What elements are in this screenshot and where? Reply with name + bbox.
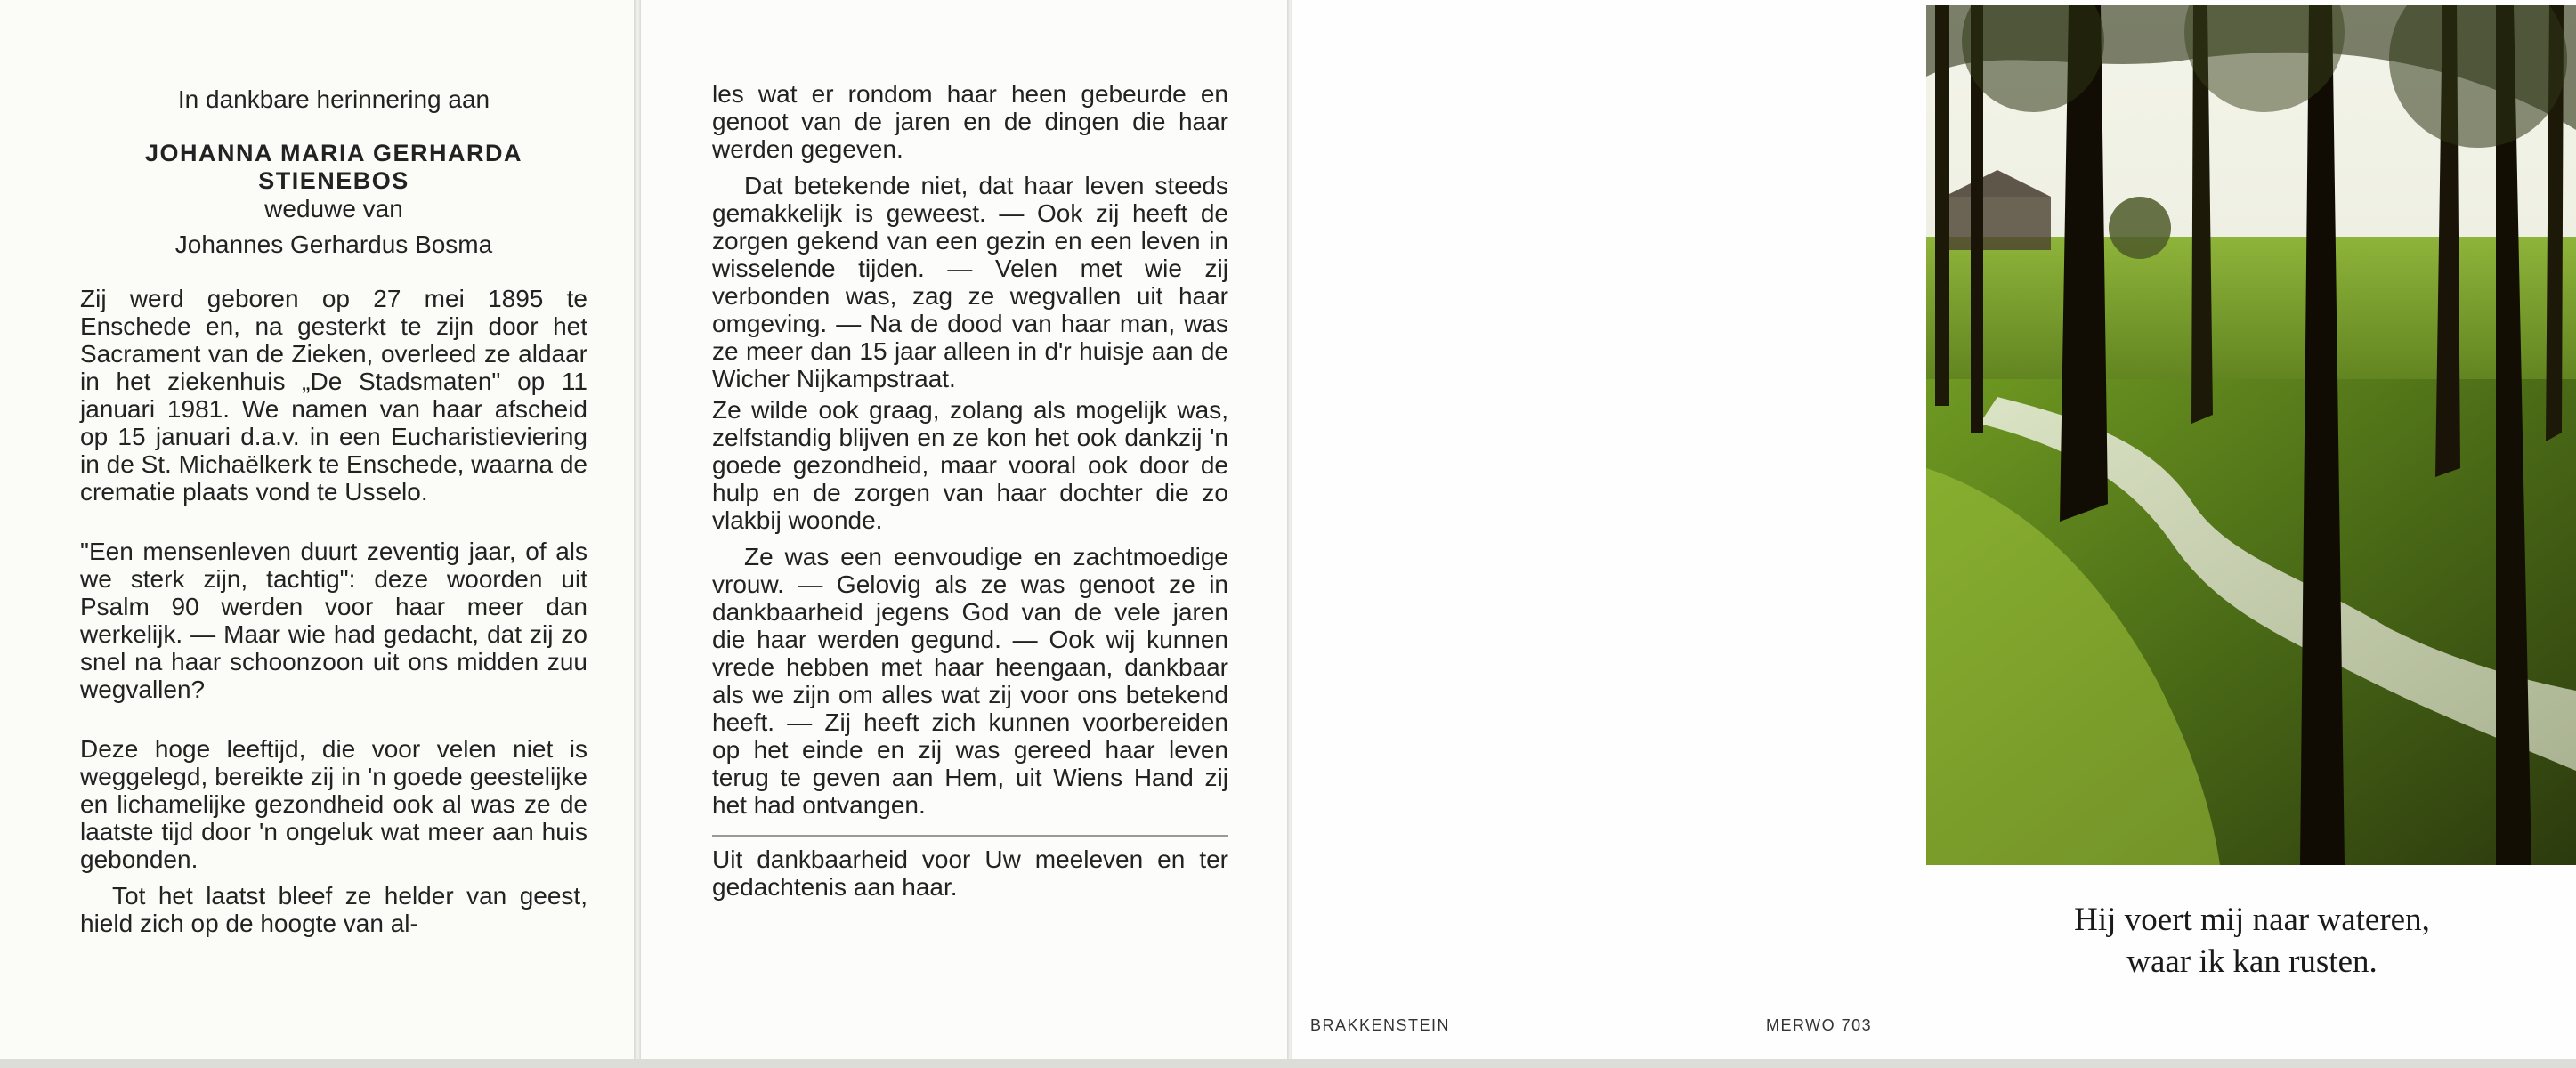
age-paragraph: Deze hoge leeftijd, die voor velen niet is weggelegd, bereikte zij in 'n goede geestelijke en lichamelijke gezondheid ook al was ze de laatste tijd door 'n ongeluk wat meer aan huis gebonden.: [80, 735, 587, 873]
scripture-quote: [1958, 899, 2546, 983]
last-paragraph: Tot het laatst bleef ze helder van geest, hield zich op de hoogte van al-: [80, 882, 587, 937]
deceased-name-line2: STIENEBOS: [258, 167, 409, 194]
card-code: MERWO 703: [1766, 1016, 1873, 1034]
psalm-paragraph: "Een mensenleven duurt zeventig jaar, of als we sterk zijn, tachtig": deze woorden uit Psalm 90 werden voor haar meer dan werkelijk. — Maar wie had gedacht, dat zij zo snel na haar schoonzoon uit ons midden zuu wegvallen?: [80, 538, 587, 703]
landscape-photo: [1926, 5, 2576, 865]
independence-paragraph: Ze wilde ook graag, zolang als mogelijk was, zelfstandig blijven en ze kon het ook dankzij 'n goede gezondheid, maar vooral ook door de hulp en de zorgen van haar dochter die zo vlakbij woonde.: [712, 396, 1228, 534]
landscape-illustration: [1926, 5, 2576, 865]
closing-thanks: Uit dankbaarheid voor Uw meeleven en ter gedachtenis aan haar.: [712, 835, 1228, 901]
card-bottom-edge: [0, 1059, 2576, 1068]
biography-paragraph: Zij werd geboren op 27 mei 1895 te Enschede en, na gesterkt te zijn door het Sacrament van de Zieken, overleed ze aldaar in het ziekenhuis „De Stadsmaten" op 11 januari 1981. We namen van haar afscheid op 15 januari d.a.v. in een Eucharistieviering in de St. Michaëlkerk te Enschede, waarna de crematie plaats vond te Usselo.: [80, 285, 587, 506]
memorial-text-column-1: [80, 85, 587, 937]
faith-paragraph: Ze was een eenvoudige en zachtmoedige vrouw. — Gelovig als ze was genoot ze in dankbaarheid jegens God van de vele jaren die haar werden gegund. — Ook wij kunnen vrede hebben met haar heengaan, dankbaar als we zijn om alles wat zij voor ons betekend heeft. — Zij heeft zich kunnen voorbereiden op het einde en zij was gereed haar leven terug te geven aan Hem, uit Wiens Hand zij het had ontvangen.: [712, 543, 1228, 819]
card-panel-center-right: [1292, 0, 1926, 1059]
life-paragraph: Dat betekende niet, dat haar leven steeds gemakkelijk is geweest. — Ook zij heeft de zorgen gekend van een gezin en een leven in wisselende tijden. — Velen met wie zij verbonden was, zag ze wegvallen uit haar omgeving. — Na de dood van haar man, was ze meer dan 15 jaar alleen in d'r huisje aan de Wicher Nijkampstraat.: [712, 172, 1228, 392]
publisher-imprint: BRAKKENSTEIN: [1310, 1016, 1451, 1034]
widow-line: weduwe van: [264, 195, 403, 222]
intro-line: In dankbare herinnering aan: [177, 85, 490, 113]
continued-paragraph: les wat er rondom haar heen gebeurde en genoot van de jaren en de dingen die haar werden gegeven.: [712, 80, 1228, 163]
fold-crease: [634, 0, 641, 1059]
quote-line-1: Hij voert mij naar wateren,: [2074, 902, 2430, 938]
memorial-text-column-2: [712, 80, 1228, 901]
deceased-name-line1: JOHANNA MARIA GERHARDA: [145, 140, 522, 166]
spouse-name: Johannes Gerhardus Bosma: [174, 231, 493, 258]
quote-line-2: waar ik kan rusten.: [2126, 943, 2378, 980]
